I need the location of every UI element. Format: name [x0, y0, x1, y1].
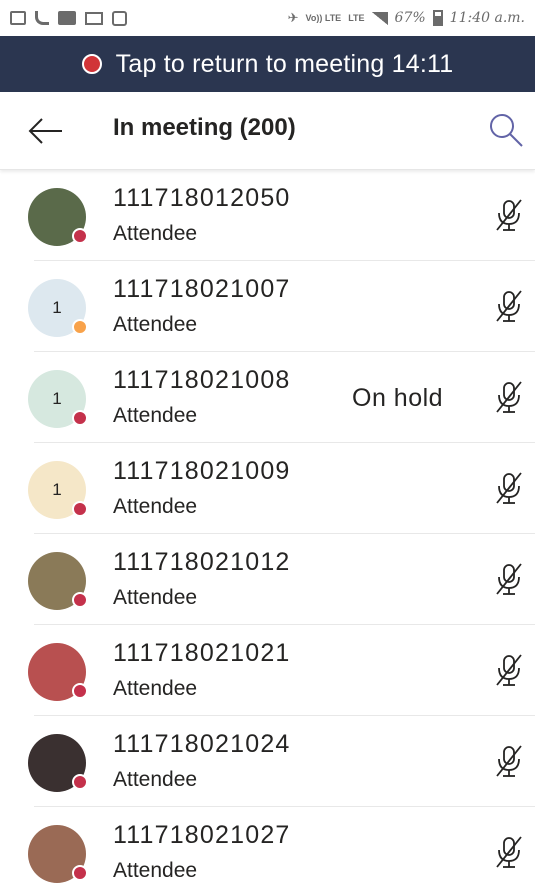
mute-signal-icon: ✈ — [287, 10, 299, 25]
participant-name: 111718021027 — [113, 821, 291, 849]
participant-status: On hold — [352, 384, 444, 412]
participant-role: Attendee — [113, 768, 198, 791]
mic-off-button[interactable] — [494, 198, 524, 232]
mic-off-icon — [494, 653, 524, 687]
participant-row[interactable] — [0, 716, 535, 807]
participant-role: Attendee — [113, 859, 198, 882]
participant-name: 111718021021 — [113, 639, 291, 667]
return-to-meeting-text: Tap to return to meeting 14:11 — [115, 49, 454, 78]
avatar — [28, 279, 86, 337]
presence-busy-icon — [72, 410, 88, 426]
participant-name: 111718021008 — [113, 366, 291, 394]
avatar — [28, 188, 86, 246]
system-status — [288, 10, 525, 26]
avatar-initial: 1 — [52, 389, 62, 408]
teams-icon — [58, 11, 76, 25]
avatar — [28, 552, 86, 610]
at-icon — [112, 11, 127, 26]
search-icon — [488, 112, 524, 148]
participant-role: Attendee — [113, 677, 198, 700]
presence-away-icon — [72, 319, 88, 335]
participant-role: Attendee — [113, 495, 198, 518]
battery-percent: 67% — [394, 10, 426, 26]
participant-role: Attendee — [113, 404, 198, 427]
mic-off-button[interactable] — [494, 380, 524, 414]
volte-label: Vo)) LTE — [305, 12, 342, 23]
mic-off-icon — [494, 380, 524, 414]
avatar — [28, 734, 86, 792]
participant-role: Attendee — [113, 586, 198, 609]
participant-row[interactable] — [0, 352, 535, 443]
back-button[interactable] — [28, 118, 64, 144]
presence-busy-icon — [72, 865, 88, 881]
avatar-initial: 1 — [52, 298, 62, 317]
gallery-icon — [10, 11, 26, 25]
mic-off-button[interactable] — [494, 562, 524, 596]
battery-icon — [433, 10, 443, 26]
presence-busy-icon — [72, 592, 88, 608]
mic-off-button[interactable] — [494, 653, 524, 687]
recording-dot-icon — [82, 54, 102, 74]
status-bar — [0, 0, 535, 36]
signal-icon — [372, 12, 388, 25]
avatar — [28, 370, 86, 428]
mic-off-icon — [494, 562, 524, 596]
presence-busy-icon — [72, 774, 88, 790]
participant-row[interactable] — [0, 261, 535, 352]
presence-busy-icon — [72, 501, 88, 517]
mic-off-icon — [494, 198, 524, 232]
mic-off-button[interactable] — [494, 744, 524, 778]
mic-off-icon — [494, 744, 524, 778]
participant-name: 111718021009 — [113, 457, 291, 485]
arrow-left-icon — [28, 118, 64, 144]
participant-name: 111718021007 — [113, 275, 291, 303]
participant-row[interactable] — [0, 625, 535, 716]
avatar — [28, 825, 86, 883]
search-button[interactable] — [488, 112, 524, 148]
participant-row[interactable] — [0, 443, 535, 534]
page-title: In meeting (200) — [113, 114, 296, 141]
mic-off-icon — [494, 471, 524, 505]
presence-busy-icon — [72, 228, 88, 244]
participant-role: Attendee — [113, 313, 198, 336]
avatar-initial: 1 — [52, 480, 62, 499]
mic-off-button[interactable] — [494, 289, 524, 323]
notification-icons — [10, 11, 127, 26]
mic-off-button[interactable] — [494, 835, 524, 869]
mic-off-icon — [494, 835, 524, 869]
participant-name: 111718021024 — [113, 730, 291, 758]
participant-name: 111718012050 — [113, 184, 291, 212]
clock-time: 11:40 a.m. — [449, 10, 525, 26]
mail-icon — [85, 12, 103, 25]
participant-list — [0, 170, 535, 888]
phone-icon — [35, 11, 49, 25]
participant-name: 111718021012 — [113, 548, 291, 576]
participant-row[interactable] — [0, 807, 535, 888]
participant-row[interactable] — [0, 170, 535, 261]
participant-role: Attendee — [113, 222, 198, 245]
return-to-meeting-banner[interactable] — [0, 36, 535, 92]
mic-off-button[interactable] — [494, 471, 524, 505]
participant-row[interactable] — [0, 534, 535, 625]
avatar — [28, 643, 86, 701]
avatar — [28, 461, 86, 519]
header — [0, 92, 535, 170]
lte-label: LTE — [348, 12, 365, 23]
presence-busy-icon — [72, 683, 88, 699]
mic-off-icon — [494, 289, 524, 323]
